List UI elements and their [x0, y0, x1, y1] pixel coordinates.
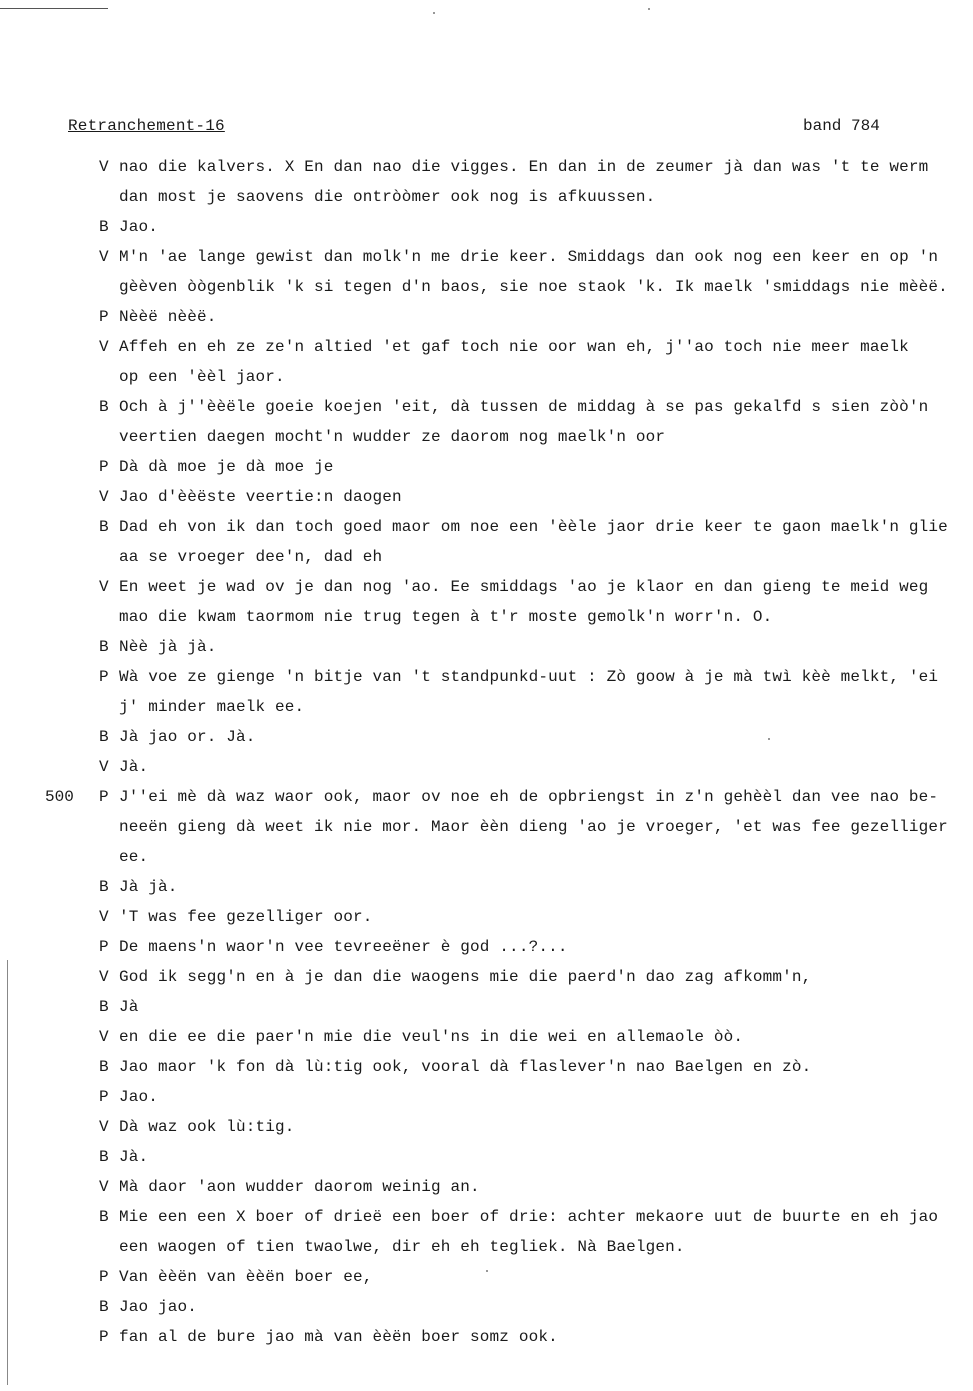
speaker-label: V: [99, 158, 109, 176]
utterance-line: God ik segg'n en à je dan die waogens mie die paerd'n dao zag afkomm'n,: [119, 968, 812, 986]
utterance-line: Dà waz ook lù:tig.: [119, 1118, 295, 1136]
utterance-line: Nèèë nèèë.: [119, 308, 217, 326]
speaker-label: V: [99, 488, 109, 506]
speaker-label: B: [99, 518, 109, 536]
utterance-line: en die ee die paer'n mie die veul'ns in die wei en allemaole òò.: [119, 1028, 744, 1046]
speaker-label: P: [99, 1328, 109, 1346]
speaker-label: V: [99, 578, 109, 596]
speaker-label: P: [99, 938, 109, 956]
speaker-label: B: [99, 1298, 109, 1316]
utterance-line: Jà: [119, 998, 139, 1016]
utterance-line: De maens'n waor'n vee tevreeëner è god ...?...: [119, 938, 568, 956]
document-title: Retranchement-16: [68, 117, 225, 135]
utterance-line: Och à j''èèële goeie koejen 'eit, dà tussen de middag à se pas gekalfd s sien zòò'n: [119, 398, 929, 416]
speaker-label: B: [99, 998, 109, 1016]
utterance-line: Jao d'èèëste veertie:n daogen: [119, 488, 402, 506]
line-number: 500: [45, 788, 74, 806]
speaker-label: V: [99, 248, 109, 266]
scan-speck: [486, 1270, 488, 1272]
utterance-line: dan most je saovens die ontròòmer ook nog is afkuussen.: [119, 188, 656, 206]
utterance-line: op een 'èèl jaor.: [119, 368, 285, 386]
scan-speck: [768, 738, 770, 740]
utterance-line: veertien daegen mocht'n wudder ze daorom nog maelk'n oor: [119, 428, 666, 446]
utterance-line: gèèven òògenblik 'k si tegen d'n baos, sie noe staok 'k. Ik maelk 'smiddags nie mèèë.: [119, 278, 948, 296]
scan-speck: [433, 12, 435, 14]
utterance-line: M'n 'ae lange gewist dan molk'n me drie keer. Smiddags dan ook nog een keer en op 'n: [119, 248, 939, 266]
utterance-line: Jà.: [119, 1148, 149, 1166]
speaker-label: V: [99, 1118, 109, 1136]
speaker-label: P: [99, 458, 109, 476]
speaker-label: V: [99, 1028, 109, 1046]
speaker-label: V: [99, 338, 109, 356]
utterance-line: Jao maor 'k fon dà lù:tig ook, vooral dà flaslever'n nao Baelgen en zò.: [119, 1058, 812, 1076]
speaker-label: B: [99, 878, 109, 896]
utterance-line: Wà voe ze gienge 'n bitje van 't standpunkd-uut : Zò goow à je mà twì kèè melkt, 'ei: [119, 668, 939, 686]
top-rule: [0, 8, 108, 9]
utterance-line: Jao jao.: [119, 1298, 198, 1316]
utterance-line: Jà jao or. Jà.: [119, 728, 256, 746]
utterance-line: een waogen of tien twaolwe, dir eh eh tegliek. Nà Baelgen.: [119, 1238, 685, 1256]
utterance-line: aa se vroeger dee'n, dad eh: [119, 548, 383, 566]
utterance-line: Van èèën van èèën boer ee,: [119, 1268, 373, 1286]
utterance-line: neeën gieng dà weet ik nie mor. Maor èèn dieng 'ao je vroeger, 'et was fee gezelliger: [119, 818, 948, 836]
utterance-line: Jà jà.: [119, 878, 178, 896]
speaker-label: B: [99, 638, 109, 656]
utterance-line: ee.: [119, 848, 149, 866]
speaker-label: B: [99, 1208, 109, 1226]
speaker-label: B: [99, 218, 109, 236]
utterance-line: En weet je wad ov je dan nog 'ao. Ee smiddags 'ao je klaor en dan gieng te meid weg: [119, 578, 929, 596]
utterance-line: Mà daor 'aon wudder daorom weinig an.: [119, 1178, 480, 1196]
speaker-label: V: [99, 968, 109, 986]
speaker-label: P: [99, 1268, 109, 1286]
utterance-line: nao die kalvers. X En dan nao die vigges. En dan in de zeumer jà dan was 't te werm: [119, 158, 929, 176]
speaker-label: B: [99, 1058, 109, 1076]
speaker-label: P: [99, 308, 109, 326]
speaker-label: B: [99, 728, 109, 746]
utterance-line: 'T was fee gezelliger oor.: [119, 908, 373, 926]
utterance-line: Jà.: [119, 758, 149, 776]
speaker-label: V: [99, 1178, 109, 1196]
speaker-label: B: [99, 398, 109, 416]
speaker-label: V: [99, 908, 109, 926]
utterance-line: Jao.: [119, 218, 159, 236]
speaker-label: P: [99, 1088, 109, 1106]
speaker-label: P: [99, 788, 109, 806]
utterance-line: Dà dà moe je dà moe je: [119, 458, 334, 476]
band-number: band 784: [803, 117, 880, 135]
scan-speck: [648, 8, 650, 10]
utterance-line: Dad eh von ik dan toch goed maor om noe een 'èèle jaor drie keer te gaon maelk'n glie: [119, 518, 948, 536]
speaker-label: P: [99, 668, 109, 686]
speaker-label: V: [99, 758, 109, 776]
utterance-line: Nèè jà jà.: [119, 638, 217, 656]
utterance-line: j' minder maelk ee.: [119, 698, 305, 716]
utterance-line: Mie een een X boer of drieë een boer of drie: achter mekaore uut de buurte en eh jao: [119, 1208, 939, 1226]
utterance-line: Affeh en eh ze ze'n altied 'et gaf toch nie oor wan eh, j''ao toch nie meer maelk: [119, 338, 909, 356]
margin-bar: [7, 960, 8, 1385]
utterance-line: J''ei mè dà waz waor ook, maor ov noe eh de opbriengst in z'n gehèèl dan vee nao be-: [119, 788, 939, 806]
speaker-label: B: [99, 1148, 109, 1166]
utterance-line: Jao.: [119, 1088, 159, 1106]
utterance-line: fan al de bure jao mà van èèën boer somz ook.: [119, 1328, 558, 1346]
utterance-line: mao die kwam taormom nie trug tegen à t'r moste gemolk'n worr'n. O.: [119, 608, 773, 626]
